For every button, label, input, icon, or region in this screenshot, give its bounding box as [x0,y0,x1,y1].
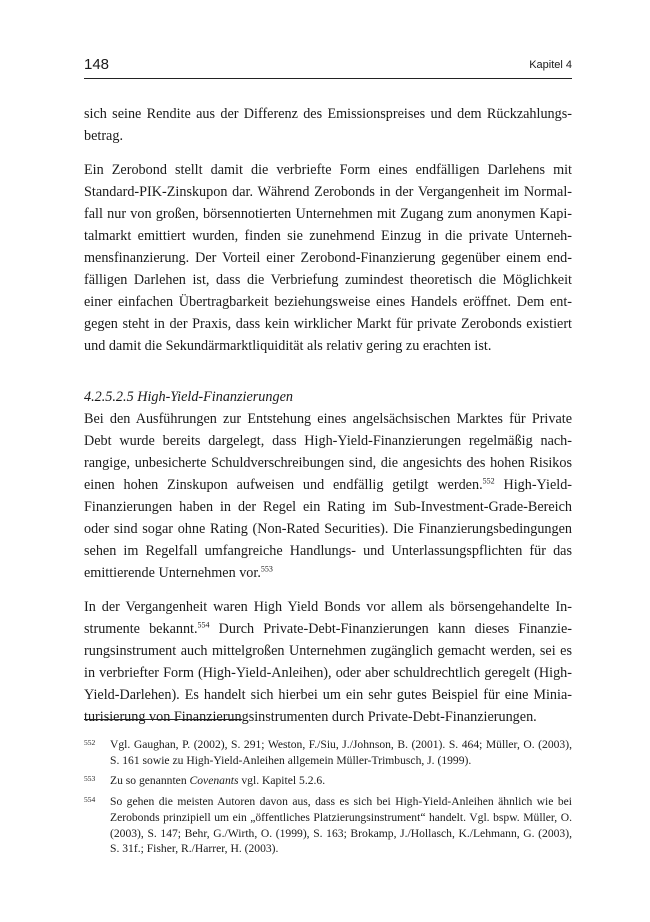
footnote-552 [84,737,572,768]
page-number: 148 [84,56,110,73]
paragraph-3-text-b: High-Yield-Finanzierungen haben in der Regel ein Rating im Sub-Investment-Grade-Bereich oder sind sogar ohne Rating (Non-Rated Securities). Die Finanzierungsbedingungen sehen im Regelfall umfangreiche Handlungs- und Unterlassungspflichten für das emittierende Unternehmen vor. [84,477,573,581]
footnote-text: So gehen die meisten Autoren davon aus, dass es sich bei High-Yield-Anleihen ähnlich wie bei Zerobonds prinzipiell um ein „öffentliches Platzierungsinstrument“ handelt. Vgl. bspw. Müller, O. (2003), S. 147; Behr, G./Wirth, O. (1999), S. 163; Brokamp, J./Hollasch, K./Lehmann, G. (2003), S. 31f.; Fisher, R./Harrer, H. (2003). [110,795,572,856]
footnote-number: 552 [84,738,96,747]
footnote-number: 553 [84,774,96,784]
footnote-number: 554 [84,795,96,805]
footnote-ref-554[interactable]: 554 [197,620,210,630]
page-header [84,56,572,79]
paragraph-4-text-a: In der Vergangenheit waren High Yield Bonds vor allem als börsengehandelte Instrumente bekannt. [84,599,572,637]
footnote-text-after: vgl. Kapitel 5.2.6. [238,774,326,788]
paragraph-4 [84,596,572,728]
chapter-label: Kapitel 4 [529,59,572,71]
footnote-text-italic: Covenants [189,774,239,788]
footnote-ref-552[interactable]: 552 [482,476,495,486]
footnote-text-before: Zu so genannten [110,774,190,788]
section-heading: 4.2.5.2.5 High-Yield-Finanzierungen [84,389,293,405]
paragraph-1: sich seine Rendite aus der Differenz des Emissionspreises und dem Rückzahlungsbetrag. [84,106,572,144]
paragraph-3 [84,408,572,584]
footnote-ref-553[interactable]: 553 [260,564,273,574]
footnotes [84,737,572,862]
paragraph-3-text-a: Bei den Ausführungen zur Entstehung eines angelsächsischen Marktes für Private Debt wurde bereits dargelegt, dass High-Yield-Finanzierungen regelmäßig nachrangige, unbesicherte Schuldverschreibungen sind, die angesichts des hohen Risikos einen hohen Zinskupon aufweisen und endfällig getilgt werden. [84,411,572,493]
paragraph-4-text-b: Durch Private-Debt-Finanzierungen kann dieses Finanzierungsinstrument auch mittelgroßen Unternehmen zugänglich gemacht werden, sei es in verbriefter Form (High-Yield-Anleihen), oder aber schuldrechtlich geregelt (High-Yield-Darlehen). Es handelt sich hierbei um ein sehr gutes Beispiel für eine Miniaturisierung von Finanzierungsinstrumenten durch Private-Debt-Finanzierungen. [84,621,572,725]
footnote-554 [84,794,572,857]
footnote-separator [84,719,242,720]
footnote-553 [84,773,572,789]
paragraph-2: Ein Zerobond stellt damit die verbriefte Form eines endfälligen Darlehens mit Standard-PIK-Zinskupon dar. Während Zerobonds in der Vergangenheit im Normalfall nur von großen, börsennotierten Unternehmen mit Zugang zum anonymen Kapitalmarkt emittiert wurden, finden sie zunehmend Einzug in die private Unternehmensfinanzierung. Der Vorteil einer Zerobond-Finanzierung gegenüber einem endfälligen Darlehen ist, dass die Verbriefung zumindest theoretisch die Möglichkeit einer einfachen Übertragbarkeit beziehungsweise eines Handels eröffnet. Dem entgegen steht in der Praxis, dass kein wirklicher Markt für private Zerobonds existiert und damit die Sekundärmarktliquidität als relativ gering zu erachten ist. [84,162,572,354]
main-text [84,103,572,740]
footnote-text: Vgl. Gaughan, P. (2002), S. 291; Weston, F./Siu, J./Johnson, B. (2001). S. 464; Müller, O. (2003), S. 161 sowie zu High-Yield-Anleihen allgemein Müller-Trimbusch, J. (1999). [110,738,572,767]
